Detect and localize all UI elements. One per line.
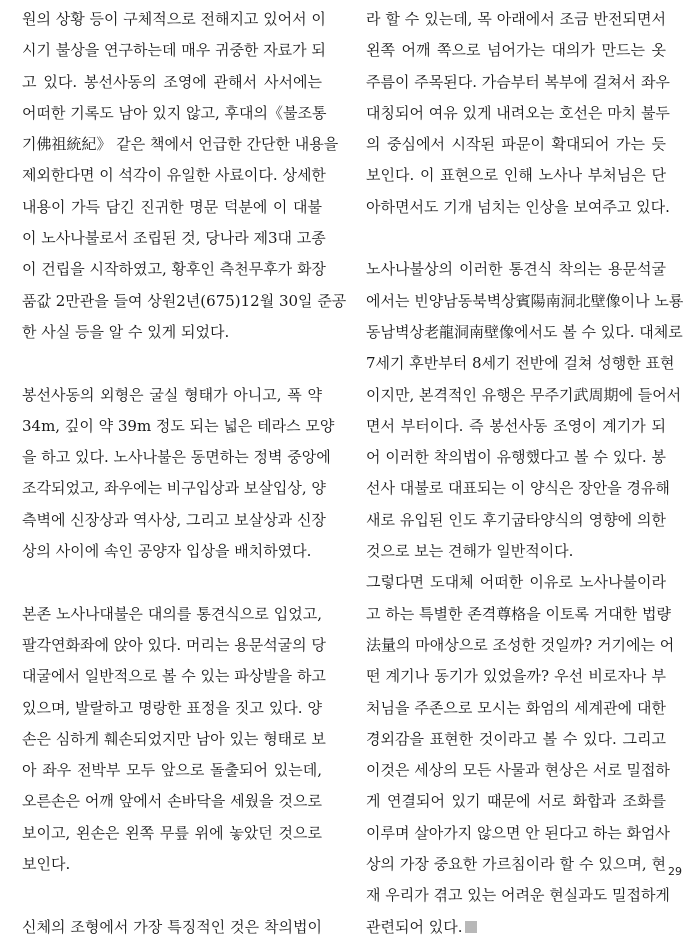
paragraph-gap — [22, 567, 322, 598]
text-line: 시기 불상을 연구하는데 매우 귀중한 자료가 되 — [22, 41, 326, 60]
text-line: 원의 상황 등이 구체적으로 전해지고 있어서 이 — [22, 10, 326, 28]
text-line: 측벽에 신장상과 역사상, 그리고 보살상과 신장 — [22, 510, 326, 529]
paragraph-gap — [22, 880, 322, 911]
text-line: 상의 가장 중요한 가르침이라 할 수 있으며, 현 — [366, 855, 666, 874]
text-line: 그렇다면 도대체 어떠한 이유로 노사나불이라 — [366, 573, 666, 592]
text-line: 이 노사나불로서 조립된 것, 당나라 제3대 고종 — [22, 229, 326, 248]
text-line: 재 우리가 겪고 있는 어려운 현실과도 밀접하게 — [366, 886, 670, 905]
text-line: 어 이러한 착의법이 유행했다고 볼 수 있다. 봉 — [366, 448, 666, 467]
page-number: 29 — [668, 865, 682, 878]
text-line: 선사 대불로 대표되는 이 양식은 장안을 경유해 — [366, 479, 670, 498]
text-line: 본존 노사나대불은 대의를 통견식으로 입었고, — [22, 604, 322, 623]
text-line: 것으로 보는 견해가 일반적이다. — [366, 542, 574, 561]
text-line: 아하면서도 기개 넘치는 인상을 보여주고 있다. — [366, 197, 670, 216]
text-line: 조각되었고, 좌우에는 비구입상과 보살입상, 양 — [22, 479, 326, 498]
text-line: 고 하는 특별한 존격尊格을 이토록 거대한 법량 — [366, 604, 671, 623]
text-line: 제외한다면 이 석각이 유일한 사료이다. 상세한 — [22, 166, 326, 185]
text-line: 게 연결되어 있기 때문에 서로 화합과 조화를 — [366, 792, 666, 811]
text-line: 동남벽상老龍洞南壁像에서도 볼 수 있다. 대체로 — [366, 322, 683, 341]
text-line: 을 하고 있다. 노사나불은 동면하는 정벽 중앙에 — [22, 448, 331, 467]
text-line: 7세기 후반부터 8세기 전반에 걸쳐 성행한 표현 — [366, 354, 675, 373]
text-line: 보인다. 이 표현으로 인해 노사나 부처님은 단 — [366, 166, 666, 185]
text-line: 기佛祖統紀》 같은 책에서 언급한 간단한 내용을 — [22, 135, 339, 154]
text-line: 어떠한 기록도 남아 있지 않고, 후대의《불조통 — [22, 103, 327, 122]
text-line: 고 있다. 봉선사동의 조영에 관해서 사서에는 — [22, 72, 322, 91]
text-line: 한 사실 등을 알 수 있게 되었다. — [22, 322, 230, 341]
text-line: 라 할 수 있는데, 목 아래에서 조금 반전되면서 — [366, 10, 666, 28]
text-line: 대칭되어 여유 있게 내려오는 호선은 마치 불두 — [366, 103, 670, 122]
text-line: 새로 유입된 인도 후기굽타양식의 영향에 의한 — [366, 510, 666, 529]
text-line: 왼쪽 어깨 쪽으로 넘어가는 대의가 만드는 옷 — [366, 41, 666, 60]
text-line: 손은 심하게 훼손되었지만 남아 있는 형태로 보 — [22, 729, 326, 748]
text-line: 봉선사동의 외형은 굴실 형태가 아니고, 폭 약 — [22, 385, 322, 404]
text-line: 대굴에서 일반적으로 볼 수 있는 파상발을 하고 — [22, 667, 326, 686]
text-line: 신체의 조형에서 가장 특징적인 것은 착의법이 — [22, 917, 322, 936]
text-line: 보인다. — [22, 855, 71, 874]
text-line: 이루며 살아가지 않으면 안 된다고 하는 화엄사 — [366, 823, 670, 842]
text-line: 상의 사이에 속인 공양자 입상을 배치하였다. — [22, 542, 312, 561]
text-line: 팔각연화좌에 앉아 있다. 머리는 용문석굴의 당 — [22, 635, 326, 654]
text-line: 보이고, 왼손은 왼쪽 무릎 위에 놓았던 것으로 — [22, 823, 322, 842]
paragraph-gap — [22, 348, 322, 379]
text-line: 오른손은 어깨 앞에서 손바닥을 세웠을 것으로 — [22, 792, 322, 811]
text-line: 이지만, 본격적인 유행은 무주기武周期에 들어서 — [366, 385, 682, 404]
text-line: 이 건립을 시작하였고, 황후인 측천무후가 화장 — [22, 260, 326, 279]
text-line: 에서는 빈양남동북벽상賓陽南洞北壁像이나 노룡 — [366, 291, 684, 310]
text-line: 아 좌우 전박부 모두 앞으로 돌출되어 있는데, — [22, 761, 322, 780]
text-line: 주름이 주목된다. 가슴부터 복부에 걸쳐서 좌우 — [366, 72, 670, 91]
text-line: 경외감을 표현한 것이라고 볼 수 있다. 그리고 — [366, 729, 666, 748]
text-line: 떤 계기나 동기가 있었을까? 우선 비로자나 부 — [366, 667, 666, 686]
text-line: 면서 부터이다. 즉 봉선사동 조영이 계기가 되 — [366, 416, 666, 435]
end-of-article-mark — [465, 921, 477, 933]
text-line: 法量의 마애상으로 조성한 것일까? 거기에는 어 — [366, 635, 675, 654]
text-line: 있으며, 발랄하고 명랑한 표정을 짓고 있다. 양 — [22, 698, 322, 717]
left-column — [22, 4, 347, 943]
text-line: 품값 2만관을 들여 상원2년(675)12월 30일 준공 — [22, 291, 347, 310]
text-line: 관련되어 있다. — [366, 912, 666, 943]
paragraph-gap — [366, 223, 666, 254]
text-line: 의 중심에서 시작된 파문이 확대되어 가는 듯 — [366, 135, 666, 154]
text-line: 처님을 주존으로 모시는 화엄의 세계관에 대한 — [366, 698, 666, 717]
text-line: 이것은 세상의 모든 사물과 현상은 서로 밀접하 — [366, 761, 670, 780]
text-line: 내용이 가득 담긴 진귀한 명문 덕분에 이 대불 — [22, 197, 322, 216]
text-line: 34m, 깊이 약 39m 정도 되는 넓은 테라스 모양 — [22, 416, 335, 435]
text-line: 노사나불상의 이러한 통견식 착의는 용문석굴 — [366, 260, 666, 279]
